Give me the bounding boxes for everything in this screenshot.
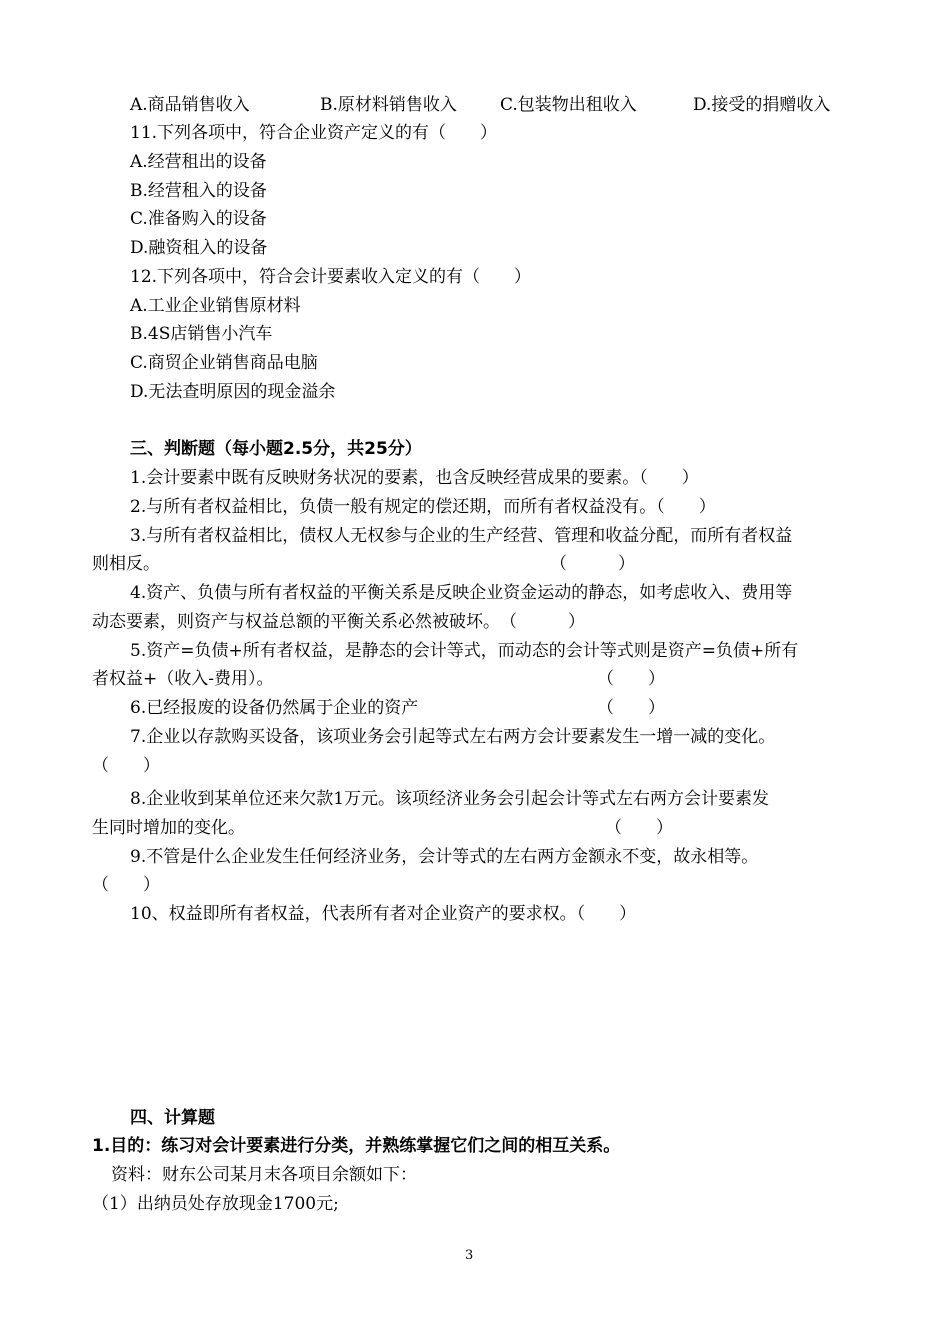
judge-q10: 10、权益即所有者权益，代表所有者对企业资产的要求权。（ ） (130, 904, 637, 924)
option-c: C.包装物出租收入 (500, 95, 637, 115)
option-a: A.商品销售收入 (130, 95, 250, 115)
calc-material: 资料：财东公司某月末各项目余额如下： (111, 1165, 417, 1185)
q11-stem: 11.下列各项中，符合企业资产定义的有（ ） (130, 123, 498, 143)
judge-q8-line2: 生同时增加的变化。 (92, 818, 245, 838)
q12-option-c: C.商贸企业销售商品电脑 (130, 353, 318, 373)
judge-q2: 2.与所有者权益相比，负债一般有规定的偿还期，而所有者权益没有。（ ） (130, 497, 716, 517)
judge-q3-line2: 则相反。 (92, 554, 160, 574)
judge-q4-line1: 4.资产、负债与所有者权益的平衡关系是反映企业资金运动的静态，如考虑收入、费用等 (130, 583, 793, 603)
q12-option-a: A.工业企业销售原材料 (130, 296, 301, 316)
judge-q7-line2: （ ） (92, 756, 160, 776)
judge-q6: 6.已经报废的设备仍然属于企业的资产 (130, 698, 419, 718)
judge-q4-line2: 动态要素，则资产与权益总额的平衡关系必然被破坏。 （ ） (92, 612, 585, 632)
q12-stem: 12.下列各项中，符合会计要素收入定义的有（ ） (130, 267, 532, 287)
option-b: B.原材料销售收入 (320, 95, 457, 115)
judge-q9-line2: （ ） (92, 875, 160, 895)
judge-q8-paren: （ ） (605, 818, 673, 838)
q12-option-d: D.无法查明原因的现金溢余 (130, 382, 336, 402)
q12-option-b: B.4S店销售小汽车 (130, 324, 273, 344)
options-row (130, 94, 870, 116)
option-d: D.接受的捐赠收入 (693, 95, 831, 115)
section3-title: 三、判断题（每小题2.5分，共25分） (130, 439, 422, 459)
q11-option-d: D.融资租入的设备 (130, 238, 268, 258)
judge-q5-line2: 者权益+（收入-费用）。 (92, 669, 274, 689)
calc-q1-title: 1.目的：练习对会计要素进行分类，并熟练掌握它们之间的相互关系。 (92, 1136, 621, 1156)
judge-q7-line1: 7.企业以存款购买设备，该项业务会引起等式左右两方会计要素发生一增一减的变化。 (130, 727, 776, 747)
judge-q5-paren: （ ） (597, 669, 665, 689)
section4-title: 四、计算题 (130, 1108, 215, 1128)
judge-q8-line1: 8.企业收到某单位还来欠款1万元。该项经济业务会引起会计等式左右两方会计要素发 (130, 789, 770, 809)
q11-option-b: B.经营租入的设备 (130, 181, 267, 201)
judge-q6-paren: （ ） (597, 698, 665, 718)
page-number: 3 (465, 1248, 474, 1263)
judge-q1: 1.会计要素中既有反映财务状况的要素，也含反映经营成果的要素。（ ） (130, 468, 699, 488)
judge-q3-paren: （ ） (550, 554, 635, 574)
judge-q9-line1: 9.不管是什么企业发生任何经济业务，会计等式的左右两方金额永不变，故永相等。 (130, 847, 759, 867)
judge-q3-line1: 3.与所有者权益相比，债权人无权参与企业的生产经营、管理和收益分配，而所有者权益 (130, 526, 793, 546)
calc-item-1: （1）出纳员处存放现金1700元; (92, 1194, 339, 1214)
q11-option-c: C.准备购入的设备 (130, 209, 267, 229)
q11-option-a: A.经营租出的设备 (130, 152, 267, 172)
judge-q5-line1: 5.资产=负债+所有者权益，是静态的会计等式，而动态的会计等式则是资产=负债+所有 (130, 641, 799, 661)
